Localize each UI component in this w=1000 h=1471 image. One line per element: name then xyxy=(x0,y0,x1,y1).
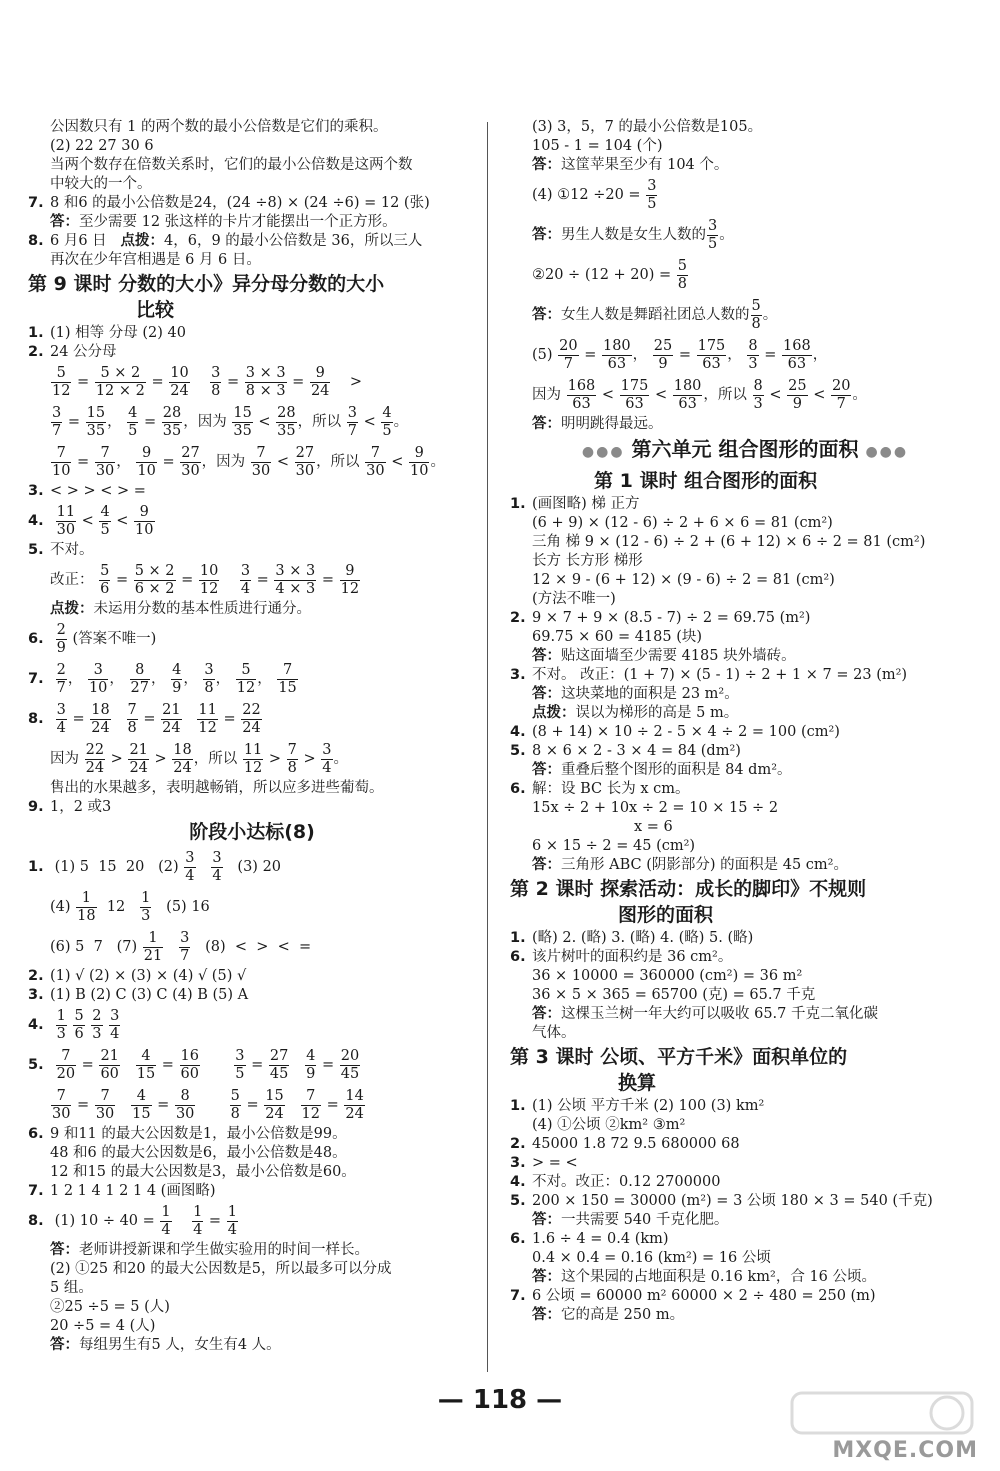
lesson3-answer-5: 200 × 150 = 30000 (m²) = 3 公顷 180 × 3 = 540 (千克) xyxy=(532,1193,933,1209)
fraction-line: 8. $\frac{3}{4}$ = $\frac{18}{24}$ $\frac{7}{8}$ = $\frac{21}{24}$ $\frac{11}{12}$ = $\frac{22}{24}$ xyxy=(28,701,261,736)
text-line: 69.75 × 60 = 4185 (块) xyxy=(532,629,703,645)
answer-3: < > > < > = xyxy=(50,483,146,499)
fraction-line: 答：女生人数是舞蹈社团总人数的 $\frac{5}{8}$ 。 xyxy=(532,297,778,332)
unit-answer-3: 不对。 改正：(1 + 7) × (5 - 1) ÷ 2 + 1 × 7 = 23 (m²) xyxy=(532,667,908,683)
text-line: 6 × 15 ÷ 2 = 45 (cm²) xyxy=(532,838,696,854)
lesson3-answer-6: 1.6 ÷ 4 = 0.4 (km) xyxy=(532,1231,669,1247)
text-line: 三角 梯 9 × (12 - 6) ÷ 2 + (6 + 12) × 6 ÷ 2 = 81 (cm²) xyxy=(532,534,926,550)
text-line: 20 ÷5 = 4 (人) xyxy=(50,1318,156,1334)
text-line: 15x ÷ 2 + 10x ÷ 2 = 10 × 15 ÷ 2 xyxy=(532,800,779,816)
fraction-line: 8. (1) 10 ÷ 40 = $\frac{1}{4}$ $\frac{1}{4}$ = $\frac{1}{4}$ xyxy=(28,1203,237,1238)
text-line: 气体。 xyxy=(532,1025,576,1041)
stage-answer-6: 9 和11 的最大公因数是1，最小公倍数是99。 xyxy=(50,1126,347,1142)
unit-answer-2: 9 × 7 + 9 × (8.5 - 7) ÷ 2 = 69.75 (m²) xyxy=(532,610,811,626)
answer-1: (1) 相等 分母 (2) 40 xyxy=(50,325,186,341)
lesson3-title-cont: 换算 xyxy=(618,1072,657,1094)
lesson3-answer-7: 6 公顷 = 60000 m² 60000 × 2 ÷ 480 = 250 (m) xyxy=(532,1288,876,1304)
fraction-line: 因为 $\frac{168}{63}$ < $\frac{175}{63}$ < $\frac{180}{63}$ ，所以 $\frac{8}{3}$ < $\frac{25}{9}$ < $\frac{20}{7}$ 。 xyxy=(532,377,867,412)
answer-5: 不对。 xyxy=(50,542,94,558)
fraction-line: 5. $\frac{7}{20}$ = $\frac{21}{60}$ $\frac{4}{15}$ = $\frac{16}{60}$ $\frac{3}{5}$ = $\frac{27}{45}$ $\frac{4}{9}$ = $\frac{20}{45}$ xyxy=(28,1047,360,1082)
text-line: 105 - 1 = 104 (个) xyxy=(532,138,663,154)
text-line: 12 × 9 - (6 + 12) × (9 - 6) ÷ 2 = 81 (cm²) xyxy=(532,572,835,588)
lesson3-answer-1: (1) 公顷 平方千米 (2) 100 (3) km² xyxy=(532,1098,765,1114)
lesson2-answer-1: (略) 2. (略) 3. (略) 4. (略) 5. (略) xyxy=(532,930,754,946)
unit-answer-1: (画图略) 梯 正方 xyxy=(532,496,640,512)
fraction-line: 6. $\frac{2}{9}$ (答案不唯一) xyxy=(28,621,157,656)
text-line: (2) 22 27 30 6 xyxy=(50,138,154,154)
fraction-line: $\frac{7}{10}$ = $\frac{7}{30}$ ， $\frac{9}{10}$ = $\frac{27}{30}$ ，因为 $\frac{7}{30}$ < $\frac{27}{30}$ ，所以 $\frac{7}{30}$ < $\frac{9}{10}$ 。 xyxy=(52,444,445,479)
text-line: (2) ①25 和20 的最大公因数是5，所以最多可以分成 xyxy=(50,1261,392,1277)
text-line: 36 × 5 × 365 = 65700 (克) = 65.7 千克 xyxy=(532,987,816,1003)
text-line: 当两个数存在倍数关系时，它们的最小公倍数是这两个数 xyxy=(50,157,413,173)
decor-dots-icon: ●●● xyxy=(865,444,909,460)
text-line: 再次在少年宫相遇是 6 月 6 日。 xyxy=(50,252,261,268)
text-line: 长方 长方形 梯形 xyxy=(532,553,643,569)
text-line: 中较大的一个。 xyxy=(50,176,152,192)
fraction-line: 改正： $\frac{5}{6}$ = $\frac{5 \times 2}{6 \times 2}$ = $\frac{10}{12}$ $\frac{3}{4}$ = $\frac{3 \times 3}{4 \times 3}$ = $\frac{9}{12}$ xyxy=(50,562,360,597)
text-line: (方法不唯一) xyxy=(532,591,616,607)
stage-answer-3: (1) B (2) C (3) C (4) B (5) A xyxy=(50,987,249,1003)
text-line: 36 × 10000 = 360000 (cm²) = 36 m² xyxy=(532,968,803,984)
answer-text: 每组男生有5 人，女生有4 人。 xyxy=(79,1337,281,1353)
unit-title: ●●● 第六单元 组合图形的面积 ●●● xyxy=(581,437,909,461)
decor-dots-icon: ●●● xyxy=(581,444,625,460)
lesson3-answer-3: > = < xyxy=(532,1155,578,1171)
fraction-line: 1. (1) 5 15 20 (2) $\frac{3}{4}$ $\frac{3}{4}$ (3) 20 xyxy=(28,849,282,884)
tip-text: 未运用分数的基本性质进行通分。 xyxy=(93,601,311,617)
text-line: 0.4 × 0.4 = 0.16 (km²) = 16 公顷 xyxy=(532,1250,771,1266)
q7-answer: 至少需要 12 张这样的卡片才能摆出一个正方形。 xyxy=(79,214,397,230)
fraction-line: 7. $\frac{2}{7}$ ， $\frac{3}{10}$ ， $\frac{8}{27}$ ， $\frac{4}{9}$ ， $\frac{3}{8}$ ， $\frac{5}{12}$ ， $\frac{7}{15}$ xyxy=(28,661,297,696)
text-line: (4) ①公顷 ②km² ③m² xyxy=(532,1117,686,1133)
answer-9: 1，2 或3 xyxy=(50,799,112,815)
lesson9-title: 第 9 课时 分数的大小》异分母分数的大小 xyxy=(28,273,385,295)
stage-answer-7: 1 2 1 4 1 2 1 4 (画图略) xyxy=(50,1183,216,1199)
watermark-text: MXQE.COM xyxy=(832,1438,978,1463)
fraction-line: 因为 $\frac{22}{24}$ > $\frac{21}{24}$ > $\frac{18}{24}$ ，所以 $\frac{11}{12}$ > $\frac{7}{8}$ > $\frac{3}{4}$ 。 xyxy=(50,741,348,776)
text-line: 公因数只有 1 的两个数的最小公倍数是它们的乘积。 xyxy=(50,119,388,135)
lesson2-answer-6: 该片树叶的面积约是 36 cm²。 xyxy=(532,949,733,965)
text-line: ②25 ÷5 = 5 (人) xyxy=(50,1299,170,1315)
stage-test-title: 阶段小达标(8) xyxy=(189,821,315,843)
unit-answer-6: 解：设 BC 长为 x cm。 xyxy=(532,781,690,797)
lesson9-title-cont: 比较 xyxy=(136,299,175,321)
fraction-line: $\frac{5}{12}$ = $\frac{5 \times 2}{12 \times 2}$ = $\frac{10}{24}$ $\frac{3}{8}$ = $\frac{3 \times 3}{8 \times 3}$ = $\frac{9}{24}$ > xyxy=(52,364,362,399)
text-line: 5 组。 xyxy=(50,1280,93,1296)
fraction-line: (4) $\frac{1}{18}$ 12 $\frac{1}{3}$ (5) 16 xyxy=(50,889,210,924)
left-column: 公因数只有 1 的两个数的最小公倍数是它们的乘积。 (2) 22 27 30 6 当两个数存在倍数关系时，它们的最小公倍数是这两个数 中较大的一个。 7. 8 和6 的最小公倍数是24，(24 ÷8) × (24 ÷6) = 12 (张) 答：至少需要 12 张这样的卡片才能摆出一个正方形。 8. 6 月6 日 点拨：4，6，9 的最小公倍数是 36，所以三人 再次在少年宫相遇是 6 月 6 日。 第 9 课时 分数的大小》异分母分数的大小 比较 1. (1) 相等 分母 (2) 40 2. 24 公分母 $\frac{5}{12}$ = $\frac{5 \times 2}{12 \times 2}$ = $\frac{10}{24}$ $\frac{3}{8}$ = $\frac{3 \times 3}{8 \times 3}$ = $\frac{9}{24}$ > $\frac{3}{7}$ = $\frac{15}{35}$ ， $\frac{4}{5}$ = $\frac{28}{35}$ ，因为 $\frac{15}{35}$ < $\frac{28}{35}$ ，所以 $\frac{3}{7}$ < $\frac{4}{5}$ 。 $\frac{7}{10}$ = $\frac{7}{30}$ ， $\frac{9}{10}$ = $\frac{27}{30}$ ，因为 $\frac{7}{30}$ < $\frac{27}{30}$ ，所以 $\frac{7}{30}$ < $\frac{9}{10}$ 。 3. < > > < > = 4. $\frac{11}{30}$ < $\frac{4}{5}$ < $\frac{9}{10}$ 5. 不对。 改正： $\frac{5}{6}$ = $\frac{5 \times 2}{6 \times 2}$ = $\frac{10}{12}$ $\frac{3}{4}$ = $\frac{3 \times 3}{4 \times 3}$ = $\frac{9}{12}$ 点拨：未运用分数的基本性质进行通分。 6. $\frac{2}{9}$ (答案不唯一) 7. $\frac{2}{7}$ ， $\frac{3}{10}$ ， $\frac{8}{27}$ ， $\frac{4}{9}$ ， $\frac{3}{8}$ ， $\frac{5}{12}$ ， $\frac{7}{15}$ 8. $\frac{3}{4}$ = $\frac{18}{24}$ $\frac{7}{8}$ = $\frac{21}{24}$ $\frac{11}{12}$ = $\frac{22}{24}$ 因为 $\frac{22}{24}$ > $\frac{21}{24}$ > $\frac{18}{24}$ ，所以 $\frac{11}{12}$ > $\frac{7}{8}$ > $\frac{3}{4}$ 。 售出的水果越多，表明越畅销，所以应多进些葡萄。 9. 1，2 或3 阶段小达标(8) 1. (1) 5 15 20 (2) $\frac{3}{4}$ $\frac{3}{4}$ (3) 20 (4) $\frac{1}{18}$ 12 $\frac{1}{3}$ (5) 16 (6) 5 7 (7) $\frac{1}{21}$ $\frac{3}{7}$ (8) < > < = 2. (1) √ (2) × (3) × (4) √ (5) √ 3. (1) B (2) C (3) C (4) B (5) A 4. $\frac{1}{3}$ $\frac{5}{6}$ $\frac{2}{3}$ $\frac{3}{4}$ 5. $\frac{7}{20}$ = $\frac{21}{60}$ $\frac{4}{15}$ = $\frac{16}{60}$ $\frac{3}{5}$ = $\frac{27}{45}$ $\frac{4}{9}$ = $\frac{20}{45}$ $\frac{7}{30}$ = $\frac{7}{30}$ $\frac{4}{15}$ = $\frac{8}{30}$ $\frac{5}{8}$ = $\frac{15}{24}$ $\frac{7}{12}$ = $\frac{14}{24}$ 6. 9 和11 的最大公因数是1，最小公倍数是99。 48 和6 的最大公因数是6，最小公倍数是48。 12 和15 的最大公因数是3，最小公倍数是60。 7. 1 2 1 4 1 2 1 4 (画图略) 8. (1) 10 ÷ 40 = $\frac{1}{4}$ $\frac{1}{4}$ = $\frac{1}{4}$ 答：老师讲授新课和学生做实验用的时间一样长。 (2) ①25 和20 的最大公因数是5，所以最多可以分成 5 组。 ②25 ÷5 = 5 (人) 20 ÷5 = 4 (人) 答：每组男生有5 人，女生有4 人。 xyxy=(28,118,476,1355)
text-line: 12 和15 的最大公因数是3，最小公倍数是60。 xyxy=(50,1164,356,1180)
fraction-line: $\frac{7}{30}$ = $\frac{7}{30}$ $\frac{4}{15}$ = $\frac{8}{30}$ $\frac{5}{8}$ = $\frac{15}{24}$ $\frac{7}{12}$ = $\frac{14}{24}$ xyxy=(52,1087,364,1122)
lesson3-answer-4: 不对。改正：0.12 2700000 xyxy=(532,1174,721,1190)
answer-text: 老师讲授新课和学生做实验用的时间一样长。 xyxy=(79,1242,369,1258)
fraction-line: ②20 ÷ (12 + 20) = $\frac{5}{8}$ xyxy=(532,257,688,292)
text-line: (3) 3，5，7 的最小公倍数是105。 xyxy=(532,119,763,135)
text-line: x = 6 xyxy=(634,819,673,835)
fraction-line: (4) ①12 ÷20 = $\frac{3}{5}$ xyxy=(532,177,657,212)
column-divider xyxy=(487,122,488,1372)
text-line: 售出的水果越多，表明越畅销，所以应多进些葡萄。 xyxy=(50,780,384,796)
unit-answer-4: (8 + 14) × 10 ÷ 2 - 5 × 4 ÷ 2 = 100 (cm²) xyxy=(532,724,840,740)
text-line: (6 + 9) × (12 - 6) ÷ 2 + 6 × 6 = 81 (cm²) xyxy=(532,515,833,531)
lesson3-title: 第 3 课时 公顷、平方千米》面积单位的 xyxy=(510,1046,848,1068)
q8-tip: 4，6，9 的最小公倍数是 36，所以三人 xyxy=(164,233,423,249)
fraction-line: (6) 5 7 (7) $\frac{1}{21}$ $\frac{3}{7}$ (8) < > < = xyxy=(50,929,312,964)
lesson3-answer-2: 45000 1.8 72 9.5 680000 68 xyxy=(532,1136,740,1152)
fraction-line: 4. $\frac{1}{3}$ $\frac{5}{6}$ $\frac{2}{3}$ $\frac{3}{4}$ xyxy=(28,1007,120,1042)
text-line: 48 和6 的最大公因数是6，最小公倍数是48。 xyxy=(50,1145,347,1161)
right-column: (3) 3，5，7 的最小公倍数是105。 105 - 1 = 104 (个) 答：这筐苹果至少有 104 个。 (4) ①12 ÷20 = $\frac{3}{5}$ 答：男生人数是女生人数的 $\frac{3}{5}$ 。 ②20 ÷ (12 + 20) = $\frac{5}{8}$ 答：女生人数是舞蹈社团总人数的 $\frac{5}{8}$ 。 (5) $\frac{20}{7}$ = $\frac{180}{63}$ ， $\frac{25}{9}$ = $\frac{175}{63}$ ， $\frac{8}{3}$ = $\frac{168}{63}$ ， 因为 $\frac{168}{63}$ < $\frac{175}{63}$ < $\frac{180}{63}$ ，所以 $\frac{8}{3}$ < $\frac{25}{9}$ < $\frac{20}{7}$ 。 答：明明跳得最远。 ●●● 第六单元 组合图形的面积 ●●● 第 1 课时 组合图形的面积 1. (画图略) 梯 正方 (6 + 9) × (12 - 6) ÷ 2 + 6 × 6 = 81 (cm²) 三角 梯 9 × (12 - 6) ÷ 2 + (6 + 12) × 6 ÷ 2 = 81 (cm²) 长方 长方形 梯形 12 × 9 - (6 + 12) × (9 - 6) ÷ 2 = 81 (cm²) (方法不唯一) 2. 9 × 7 + 9 × (8.5 - 7) ÷ 2 = 69.75 (m²) 69.75 × 60 = 4185 (块) 答：贴这面墙至少需要 4185 块外墙砖。 3. 不对。 改正：(1 + 7) × (5 - 1) ÷ 2 + 1 × 7 = 23 (m²) 答：这块菜地的面积是 23 m²。 点拨：误以为梯形的高是 5 m。 4. (8 + 14) × 10 ÷ 2 - 5 × 4 ÷ 2 = 100 (cm²) 5. 8 × 6 × 2 - 3 × 4 = 84 (dm²) 答：重叠后整个图形的面积是 84 dm²。 6. 解：设 BC 长为 x cm。 15x ÷ 2 + 10x ÷ 2 = 10 × 15 ÷ 2 x = 6 6 × 15 ÷ 2 = 45 (cm²) 答：三角形 ABC (阴影部分) 的面积是 45 cm²。 第 2 课时 探索活动：成长的脚印》不规则 图形的面积 1. (略) 2. (略) 3. (略) 4. (略) 5. (略) 6. 该片树叶的面积约是 36 cm²。 36 × 10000 = 360000 (cm²) = 36 m² 36 × 5 × 365 = 65700 (克) = 65.7 千克 答：这棵玉兰树一年大约可以吸收 65.7 千克二氧化碳 气体。 第 3 课时 公顷、平方千米》面积单位的 换算 1. (1) 公顷 平方千米 (2) 100 (3) km² (4) ①公顷 ②km² ③m² 2. 45000 1.8 72 9.5 680000 68 3. > = < 4. 不对。改正：0.12 2700000 5. 200 × 150 = 30000 (m²) = 3 公顷 180 × 3 = 540 (千克) 答：一共需要 540 千克化肥。 6. 1.6 ÷ 4 = 0.4 (km) 0.4 × 0.4 = 0.16 (km²) = 16 公顷 答：这个果园的占地面积是 0.16 km²，合 16 公顷。 7. 6 公顷 = 60000 m² 60000 × 2 ÷ 480 = 250 (m) 答：它的高是 250 m。 xyxy=(510,118,980,1325)
fraction-line: 答：男生人数是女生人数的 $\frac{3}{5}$ 。 xyxy=(532,217,734,252)
lesson2-title: 第 2 课时 探索活动：成长的脚印》不规则 xyxy=(510,878,867,900)
answer-2: 24 公分母 xyxy=(50,344,117,360)
lesson1-title: 第 1 课时 组合图形的面积 xyxy=(594,470,818,492)
fraction-line: 4. $\frac{11}{30}$ < $\frac{4}{5}$ < $\frac{9}{10}$ xyxy=(28,503,154,538)
fraction-line: (5) $\frac{20}{7}$ = $\frac{180}{63}$ ， $\frac{25}{9}$ = $\frac{175}{63}$ ， $\frac{8}{3}$ = $\frac{168}{63}$ ， xyxy=(532,337,828,372)
q7-text: 8 和6 的最小公倍数是24，(24 ÷8) × (24 ÷6) = 12 (张) xyxy=(50,195,430,211)
lesson2-title-cont: 图形的面积 xyxy=(618,904,714,926)
unit-answer-5: 8 × 6 × 2 - 3 × 4 = 84 (dm²) xyxy=(532,743,741,759)
stage-answer-2: (1) √ (2) × (3) × (4) √ (5) √ xyxy=(50,968,247,984)
fraction-line: $\frac{3}{7}$ = $\frac{15}{35}$ ， $\frac{4}{5}$ = $\frac{28}{35}$ ，因为 $\frac{15}{35}$ < $\frac{28}{35}$ ，所以 $\frac{3}{7}$ < $\frac{4}{5}$ 。 xyxy=(52,404,409,439)
page-number: — 118 — xyxy=(437,1385,563,1415)
